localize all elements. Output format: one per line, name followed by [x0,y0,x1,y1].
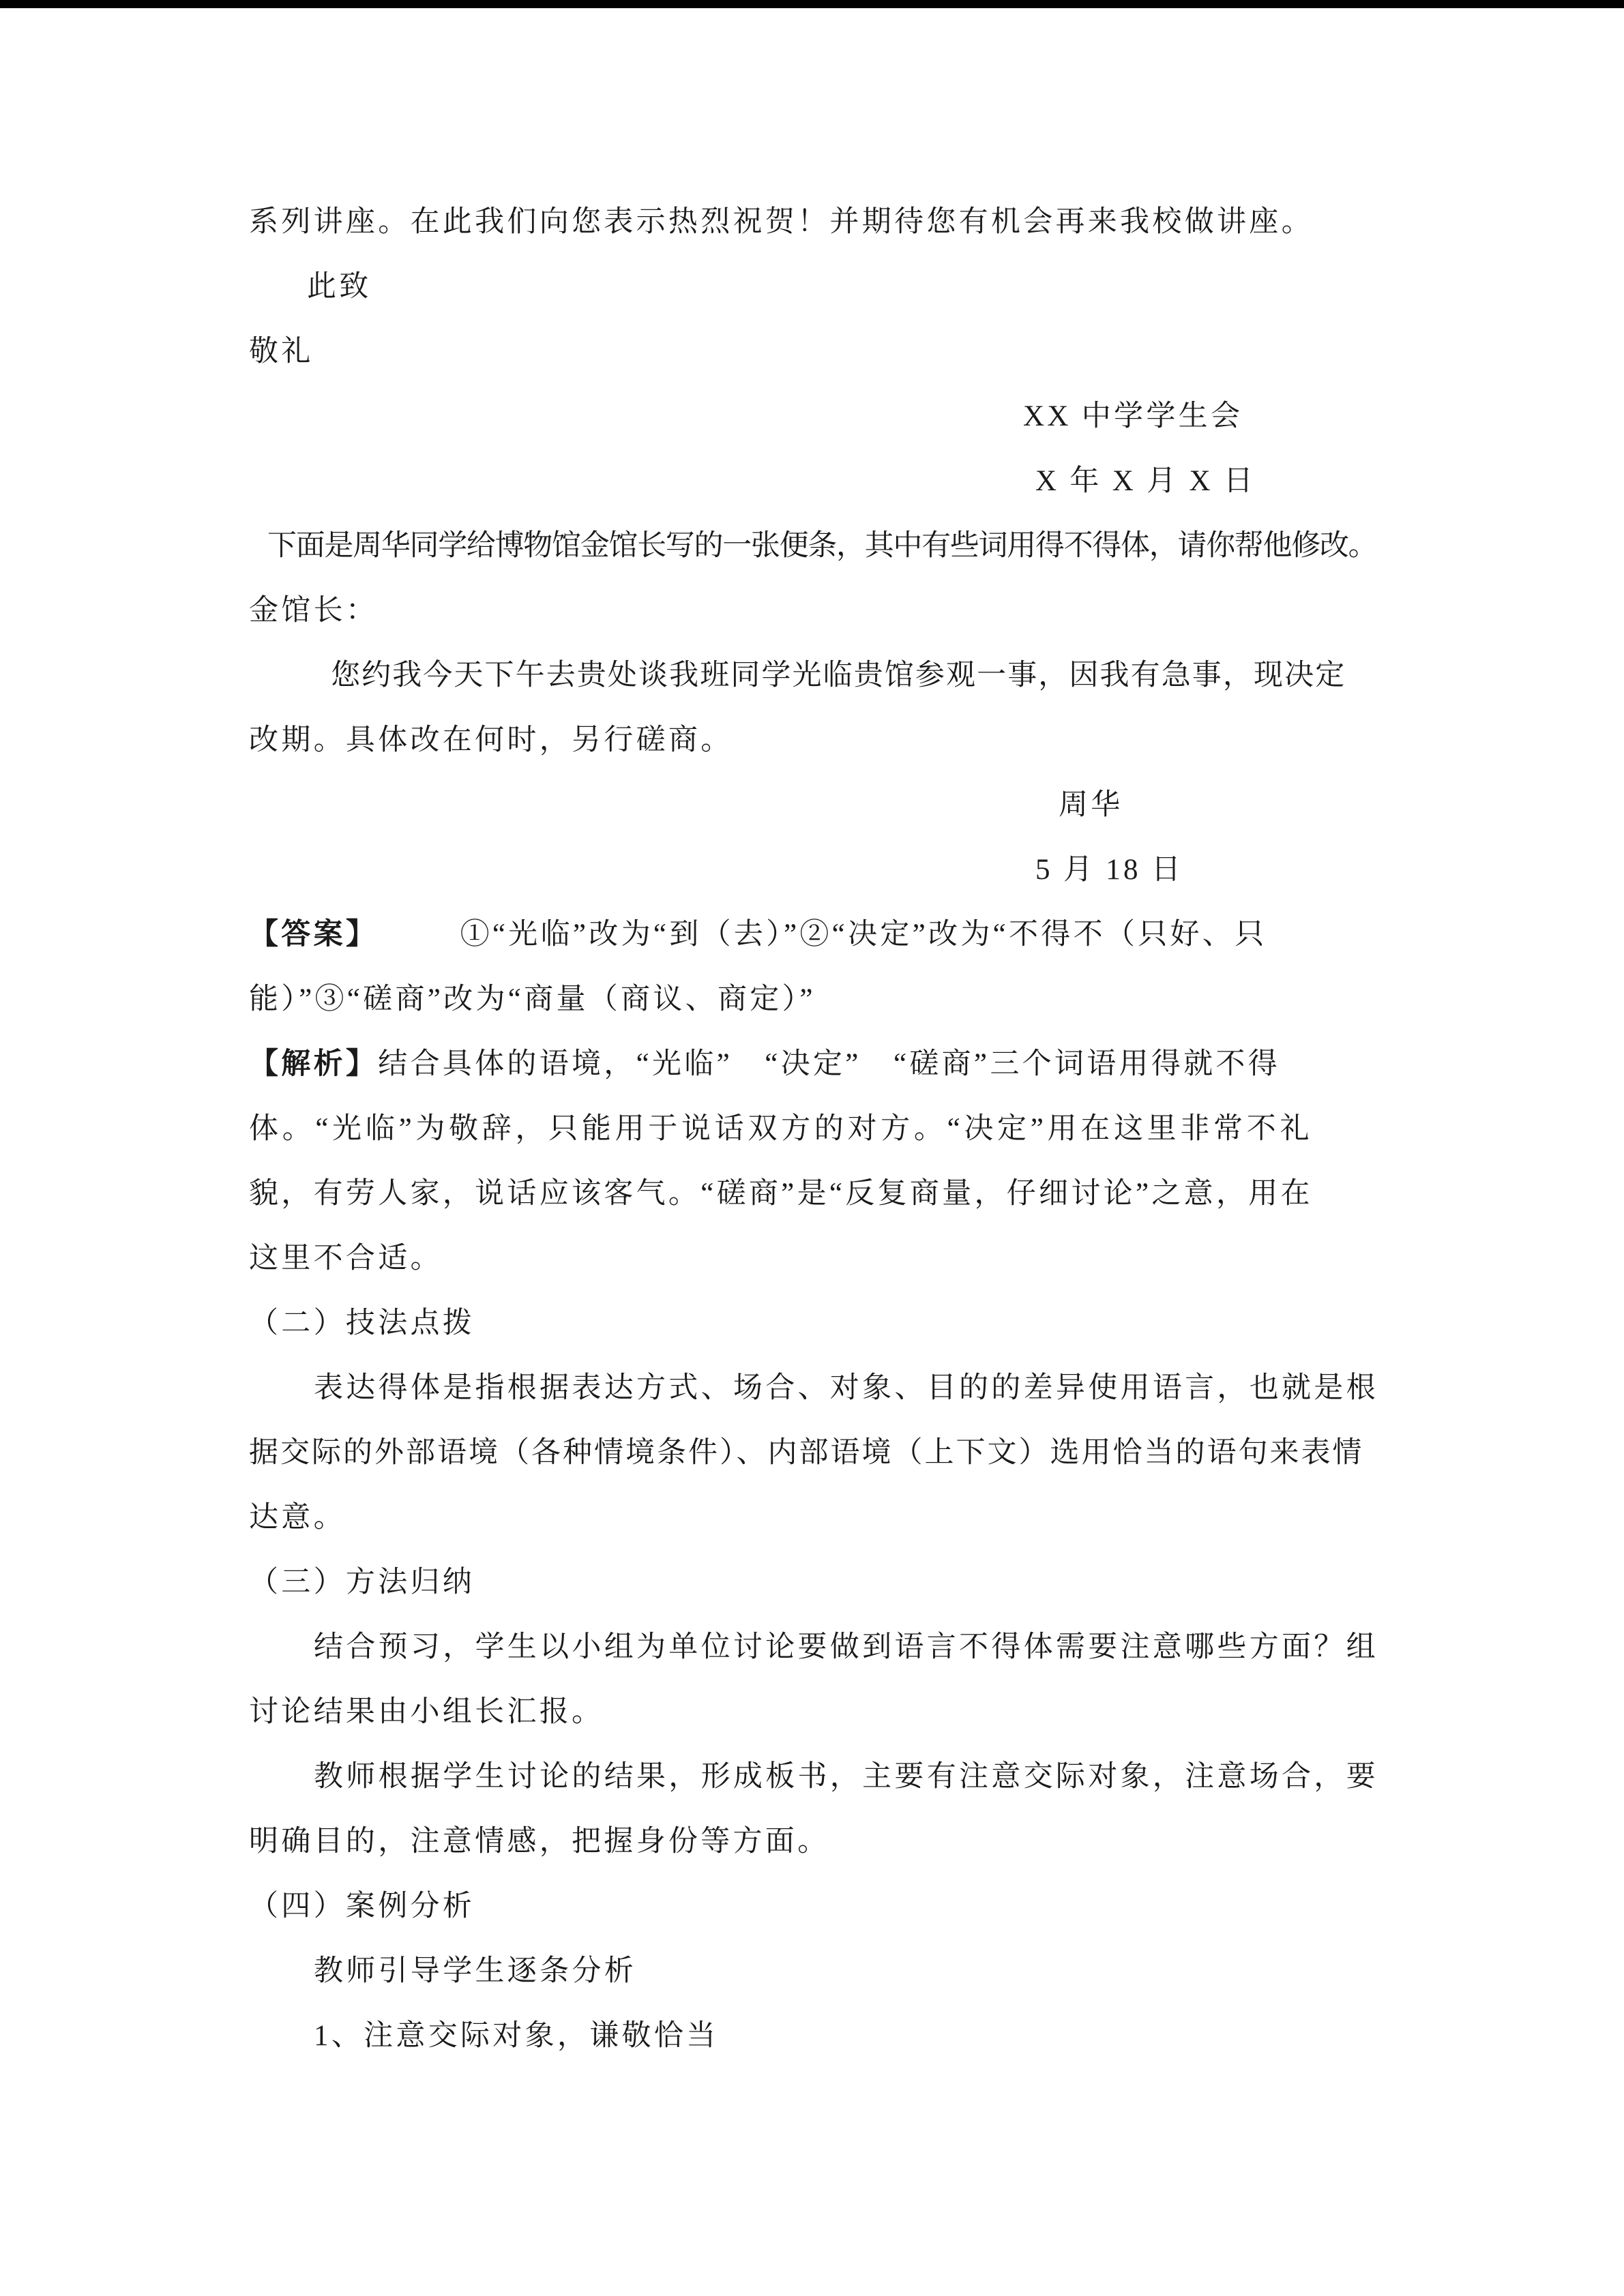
note-salutation-director-jin: 金馆长： [249,595,379,627]
exercise-prompt-note: 下面是周华同学给博物馆金馆长写的一张便条，其中有些词用得不得体，请你帮他修改。 [267,530,1377,562]
analysis-line-3: 貌，有劳人家，说话应该客气。“磋商”是“反复商量，仔细讨论”之意，用在 [249,1178,1313,1210]
section-heading-method: （三）方法归纳 [249,1566,475,1598]
signature-student-union: XX 中学学生会 [1023,400,1243,432]
signature-date-may-18: 5 月 18 日 [1035,854,1184,886]
method-paragraph-line-4: 明确目的，注意情感，把握身份等方面。 [249,1825,830,1858]
technique-paragraph-line-3: 达意。 [249,1502,346,1534]
method-paragraph-line-1: 结合预习，学生以小组为单位讨论要做到语言不得体需要注意哪些方面？组 [314,1631,1378,1663]
letter-closing-jingli: 敬礼 [249,336,314,368]
technique-paragraph-line-1: 表达得体是指根据表达方式、场合、对象、目的的差异使用语言，也就是根 [314,1372,1378,1404]
signature-date-placeholder: X 年 X 月 X 日 [1035,465,1256,497]
answer-line-2: 能）”③“磋商”改为“商量（商议、商定）” [249,983,816,1015]
case-analysis-point-1: 1、注意交际对象，谦敬恰当 [314,2020,719,2052]
case-analysis-intro: 教师引导学生逐条分析 [314,1955,636,1987]
answer-line-1 [249,902,1378,967]
section-heading-technique: （二）技法点拨 [249,1307,475,1339]
analysis-label: 【解析】 [249,1048,379,1080]
text-line-lecture-thanks: 系列讲座。在此我们向您表示热烈祝贺！并期待您有机会再来我校做讲座。 [249,206,1314,238]
answer-text: ①“光临”改为“到（去）”②“决定”改为“不得不（只好、只 [363,919,1267,951]
note-body-line-1: 您约我今天下午去贵处谈我班同学光临贵馆参观一事，因我有急事，现决定 [331,659,1346,691]
analysis-text: 结合具体的语境，“光临” “决定” “磋商”三个词语用得就不得 [378,1048,1281,1080]
page-top-border [0,0,1624,8]
document-text-block [249,190,1378,2068]
analysis-line-1 [249,1032,1378,1097]
letter-closing-cizhi: 此致 [307,271,372,303]
signature-zhouhua: 周华 [1059,789,1123,821]
method-paragraph-line-2: 讨论结果由小组长汇报。 [249,1696,604,1728]
analysis-line-4: 这里不合适。 [249,1242,443,1274]
note-body-line-2: 改期。具体改在何时，另行磋商。 [249,724,733,756]
analysis-line-2: 体。“光临”为敬辞，只能用于说话双方的对方。“决定”用在这里非常不礼 [249,1113,1314,1145]
answer-label: 【答案】 [249,919,364,951]
technique-paragraph-line-2: 据交际的外部语境（各种情境条件）、内部语境（上下文）选用恰当的语句来表情 [249,1437,1364,1469]
method-paragraph-line-3: 教师根据学生讨论的结果，形成板书，主要有注意交际对象，注意场合，要 [314,1761,1378,1793]
section-heading-case-analysis: （四）案例分析 [249,1890,475,1922]
